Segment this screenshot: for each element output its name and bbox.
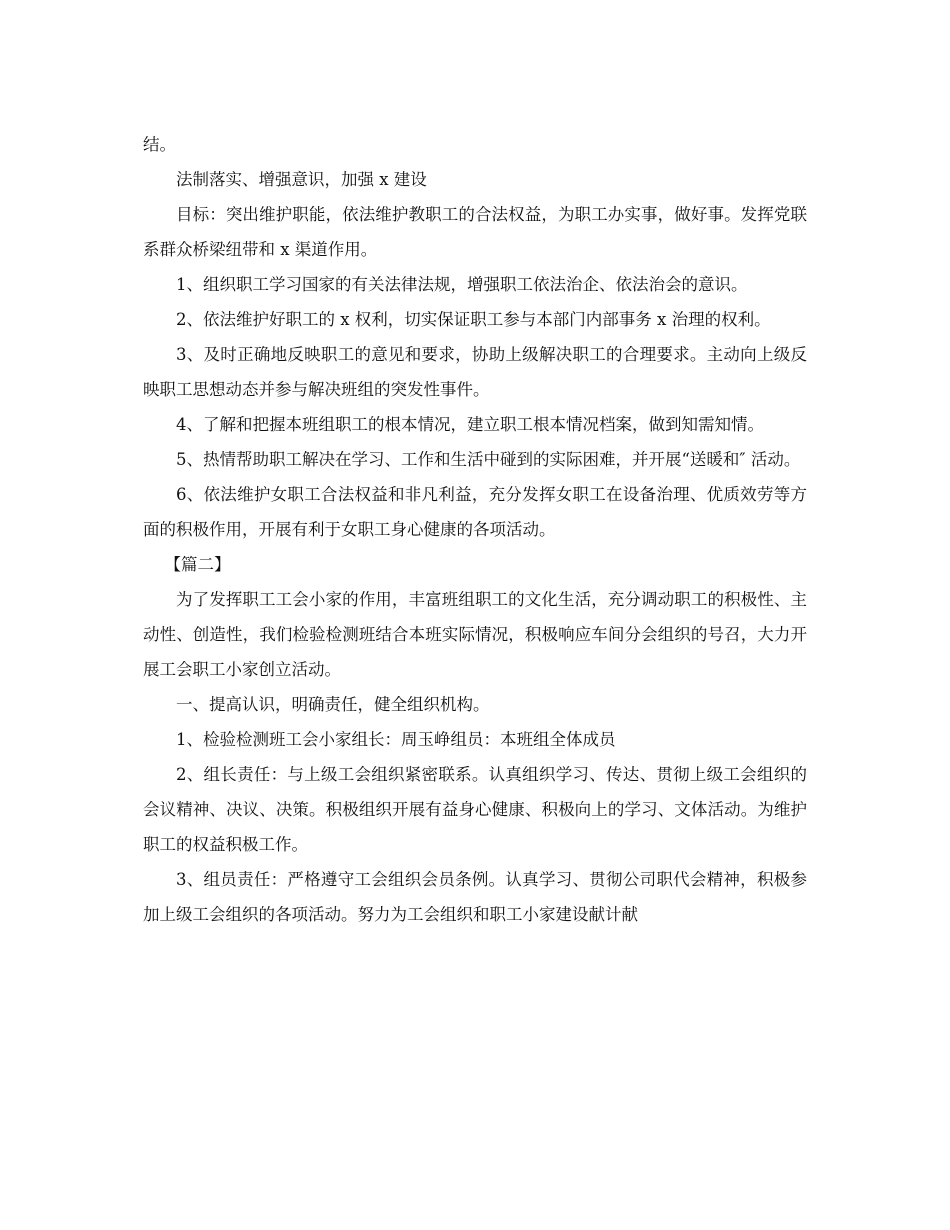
paragraph-item-4: 4、了解和把握本班组职工的根本情况，建立职工根本情况档案，做到知需知情。 (176, 415, 764, 434)
paragraph-intro: 为了发挥职工工会小家的作用，丰富班组职工的文化生活，充分调动职工的积极性、主动性、创造性，我们检验检测班结合本班实际情况，积极响应车间分会组织的号召，大力开展工会职工小家创立活动。 (143, 590, 807, 679)
paragraph-goal: 目标：突出维护职能，依法维护教职工的合法权益，为职工办实事，做好事。发挥党联系群众桥梁纽带和 x 渠道作用。 (143, 205, 807, 259)
paragraph-point-1: 一、提高认识，明确责任，健全组织机构。 (176, 695, 490, 714)
paragraph-item-5: 5、热情帮助职工解决在学习、工作和生活中碰到的实际困难，并开展“送暖和″ 活动。 (176, 450, 801, 469)
paragraph-continuation: 结。 (143, 135, 176, 154)
document-body (143, 127, 807, 932)
paragraph-member-duty: 3、组员责任：严格遵守工会组织会员条例。认真学习、贯彻公司职代会精神，积极参加上级工会组织的各项活动。努力为工会组织和职工小家建设献计献 (143, 870, 807, 924)
paragraph-item-6: 6、依法维护女职工合法权益和非凡利益，充分发挥女职工在设备治理、优质效劳等方面的积极作用，开展有利于女职工身心健康的各项活动。 (143, 485, 807, 539)
paragraph-leader-duty: 2、组长责任：与上级工会组织紧密联系。认真组织学习、传达、贯彻上级工会组织的会议精神、决议、决策。积极组织开展有益身心健康、积极向上的学习、文体活动。为维护职工的权益积极工作。 (143, 765, 807, 854)
paragraph-item-3: 3、及时正确地反映职工的意见和要求，协助上级解决职工的合理要求。主动向上级反映职工思想动态并参与解决班组的突发性事件。 (143, 345, 807, 399)
paragraph-item-2: 2、依法维护好职工的 x 权利，切实保证职工参与本部门内部事务 x 治理的权利。 (176, 310, 771, 329)
paragraph-item-1: 1、组织职工学习国家的有关法律法规，增强职工依法治企、依法治会的意识。 (176, 275, 748, 294)
paragraph-heading-legal: 法制落实、增强意识，加强 x 建设 (176, 170, 427, 189)
section-title: 【篇二】 (164, 555, 231, 574)
paragraph-group-members: 1、检验检测班工会小家组长：周玉峥组员：本班组全体成员 (176, 730, 616, 749)
